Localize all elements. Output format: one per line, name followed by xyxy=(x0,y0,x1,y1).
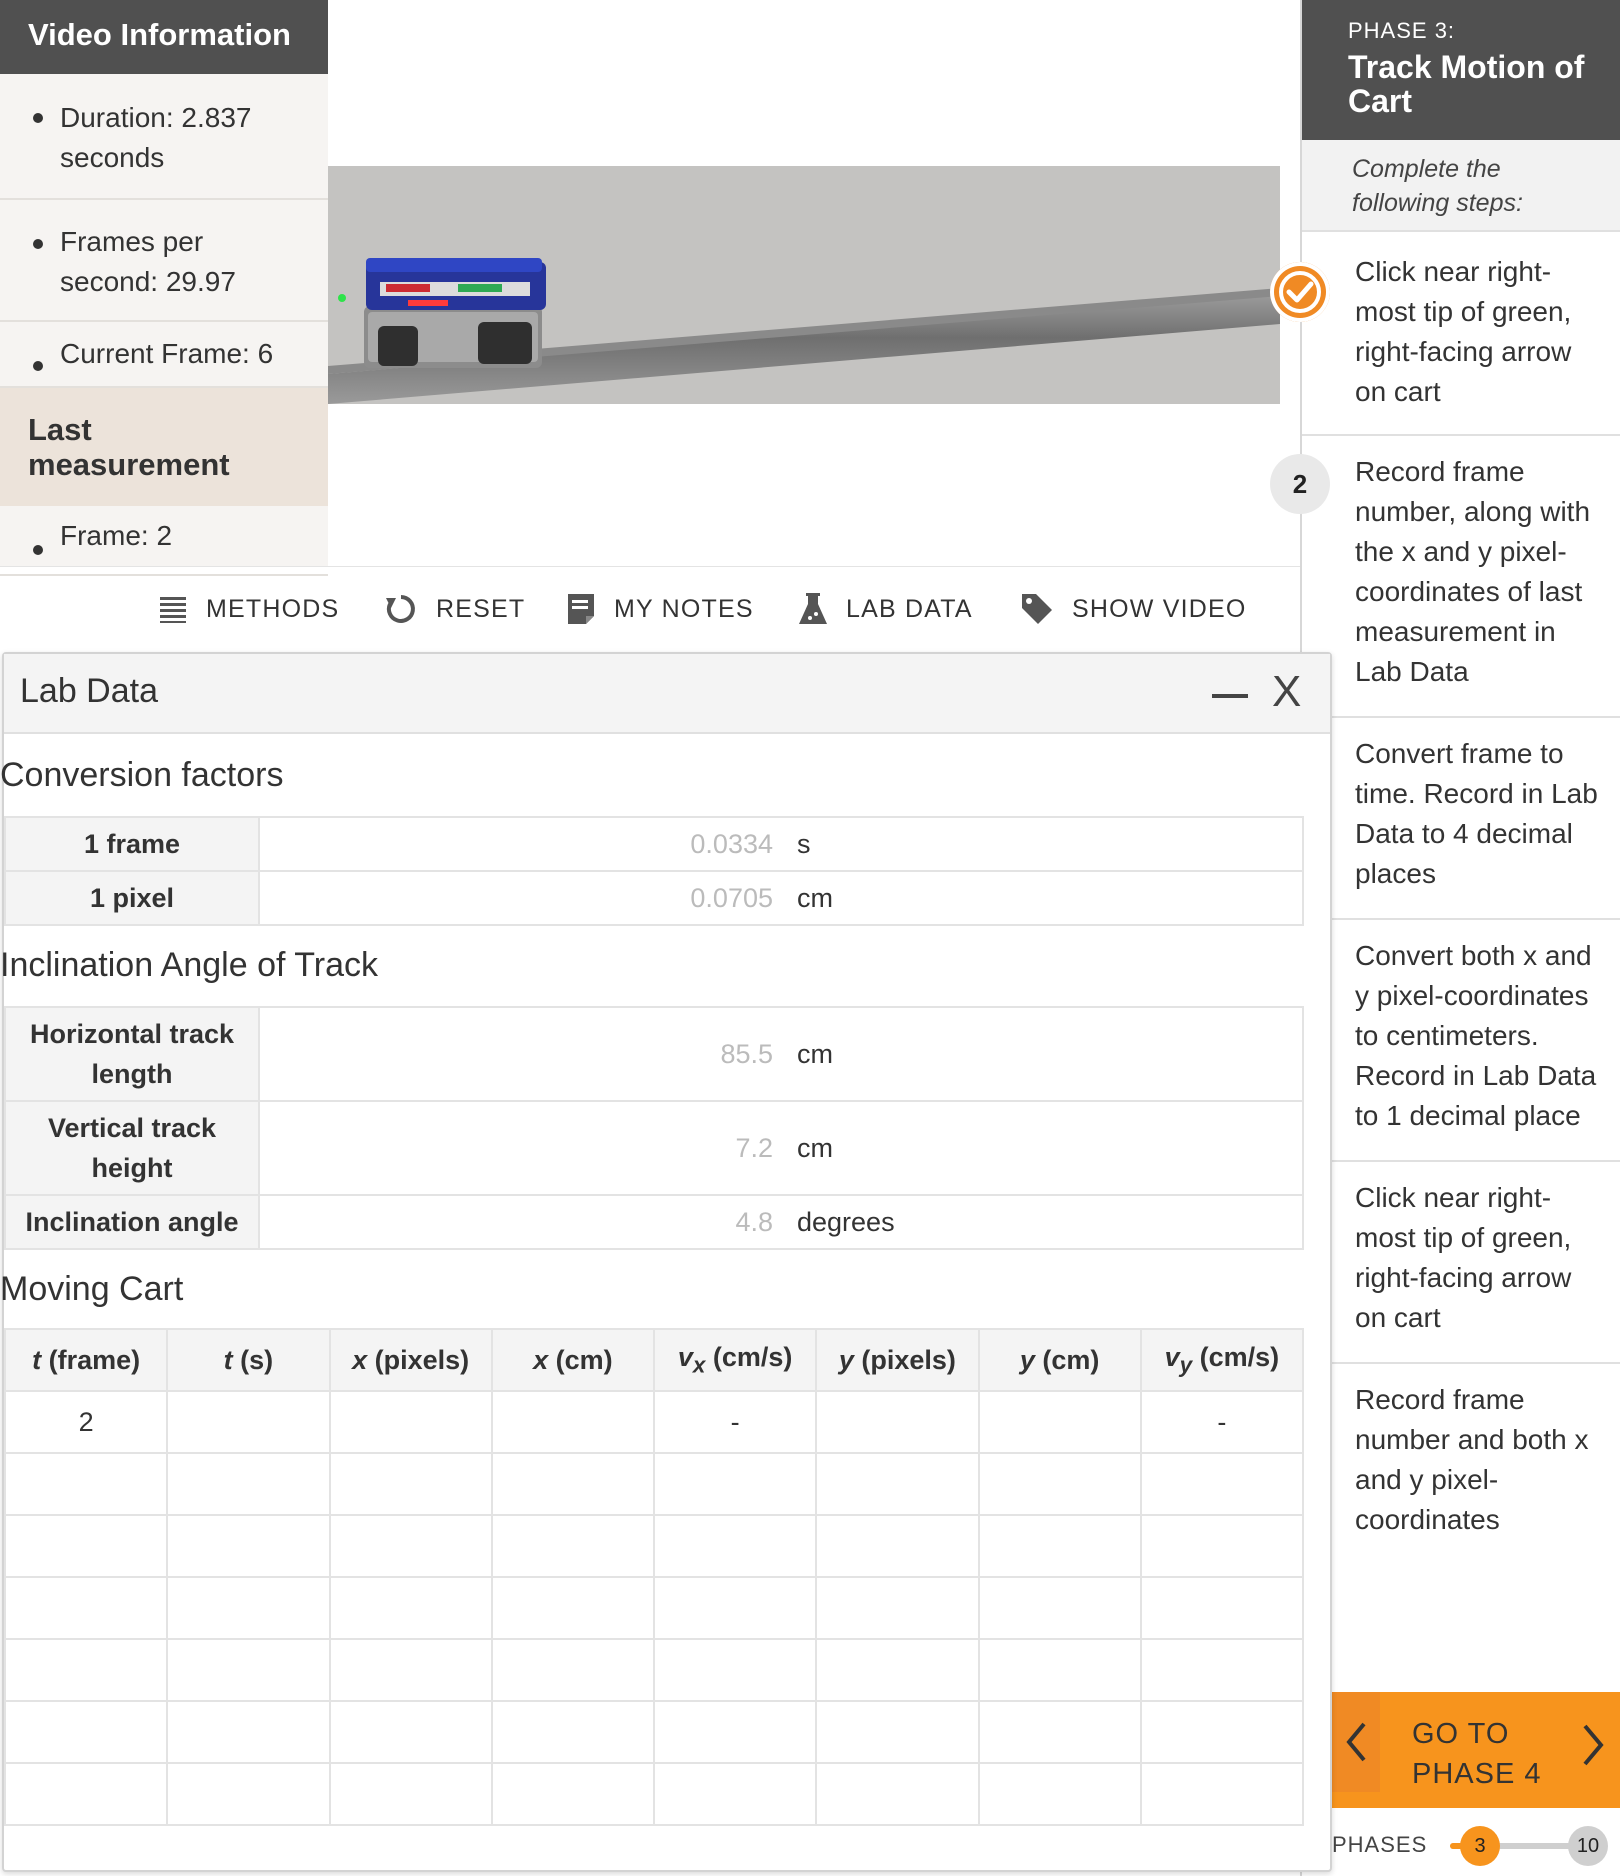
current-frame-item: Current Frame: 6 xyxy=(0,322,328,388)
minimize-button[interactable] xyxy=(1212,694,1248,698)
conversion-factors-table xyxy=(4,816,1304,926)
lab-data-titlebar[interactable] xyxy=(4,654,1330,734)
table-cell[interactable] xyxy=(5,1515,167,1577)
table-cell[interactable] xyxy=(979,1391,1141,1453)
lab-data-button[interactable]: LAB DATA xyxy=(798,587,973,631)
track-length-input[interactable]: 85.5 xyxy=(720,1038,773,1069)
video-information-panel xyxy=(0,0,328,566)
step-complete-badge xyxy=(1270,262,1330,322)
table-cell[interactable] xyxy=(1141,1763,1303,1825)
table-cell[interactable] xyxy=(167,1453,329,1515)
col-header-vx: $v_x$ (cm/s) xyxy=(654,1329,816,1391)
col-header-y-cm: y (cm) xyxy=(979,1329,1141,1391)
phases-label: PHASES xyxy=(1332,1832,1428,1857)
my-notes-button[interactable]: MY NOTES xyxy=(566,587,754,631)
row-label: Vertical track height xyxy=(5,1101,259,1195)
table-cell[interactable] xyxy=(654,1453,816,1515)
unit-label: s xyxy=(797,828,811,859)
cart-on-track-image[interactable] xyxy=(328,166,1280,404)
col-header-y-pixels: y (pixels) xyxy=(816,1329,978,1391)
table-cell[interactable] xyxy=(330,1763,492,1825)
table-cell[interactable] xyxy=(816,1453,978,1515)
list-icon xyxy=(158,594,188,624)
conversion-factors-title: Conversion factors xyxy=(0,756,284,794)
table-cell[interactable] xyxy=(330,1515,492,1577)
table-row xyxy=(5,871,1303,925)
table-cell[interactable] xyxy=(492,1763,654,1825)
table-cell[interactable] xyxy=(816,1515,978,1577)
table-cell[interactable] xyxy=(330,1701,492,1763)
last-phase-dot[interactable]: 10 xyxy=(1568,1826,1608,1866)
table-cell[interactable] xyxy=(1141,1701,1303,1763)
inclination-title: Inclination Angle of Track xyxy=(0,946,379,984)
table-row xyxy=(5,817,1303,871)
table-cell[interactable] xyxy=(167,1391,329,1453)
table-cell[interactable] xyxy=(167,1515,329,1577)
phase-steps-panel xyxy=(1292,0,1620,1876)
show-video-button[interactable]: SHOW VIDEO xyxy=(1020,587,1247,631)
table-cell[interactable] xyxy=(5,1639,167,1701)
table-cell[interactable] xyxy=(5,1701,167,1763)
table-cell[interactable] xyxy=(654,1639,816,1701)
video-information-title: Video Information xyxy=(0,0,328,74)
table-cell[interactable]: 2 xyxy=(5,1391,167,1453)
current-phase-dot[interactable]: 3 xyxy=(1460,1826,1500,1866)
last-frame-item: Frame: 2 xyxy=(0,506,328,576)
table-cell[interactable] xyxy=(979,1763,1141,1825)
col-header-x-cm: x (cm) xyxy=(492,1329,654,1391)
table-cell[interactable] xyxy=(654,1763,816,1825)
table-row xyxy=(5,1515,1303,1577)
step-item[interactable] xyxy=(1302,718,1620,920)
lab-data-title: Lab Data xyxy=(20,672,158,710)
col-header-vy: $v_y$ (cm/s) xyxy=(1141,1329,1303,1391)
table-cell[interactable]: - xyxy=(654,1391,816,1453)
table-cell[interactable] xyxy=(979,1453,1141,1515)
table-row xyxy=(5,1763,1303,1825)
table-cell[interactable] xyxy=(816,1701,978,1763)
lab-data-window xyxy=(2,652,1332,1872)
duration-item: Duration: 2.837 seconds xyxy=(0,74,328,200)
unit-label: cm xyxy=(797,882,833,913)
step-text: Record frame number and both x and y pixel-coordinates xyxy=(1355,1384,1589,1535)
methods-button[interactable]: METHODS xyxy=(158,587,339,631)
table-cell[interactable] xyxy=(330,1453,492,1515)
reset-button[interactable]: RESET xyxy=(384,587,525,631)
table-cell[interactable] xyxy=(1141,1453,1303,1515)
step-text: Record frame number, along with the x and y pixel-coordinates of last measurement in Lab Data xyxy=(1355,456,1591,687)
tag-icon xyxy=(1020,592,1054,626)
notes-icon xyxy=(566,592,596,626)
table-cell[interactable] xyxy=(330,1639,492,1701)
table-cell[interactable] xyxy=(816,1391,978,1453)
table-cell[interactable] xyxy=(816,1577,978,1639)
flask-icon xyxy=(798,592,828,626)
unit-label: cm xyxy=(797,1038,833,1069)
toolbar xyxy=(0,566,1300,650)
table-row xyxy=(5,1195,1303,1249)
table-cell[interactable] xyxy=(654,1577,816,1639)
table-cell[interactable] xyxy=(1141,1515,1303,1577)
fps-item: Frames per second: 29.97 xyxy=(0,200,328,322)
table-cell[interactable] xyxy=(492,1577,654,1639)
table-row xyxy=(5,1391,1303,1453)
col-header-t-frame: t (frame) xyxy=(5,1329,167,1391)
table-cell[interactable] xyxy=(492,1639,654,1701)
table-cell[interactable] xyxy=(492,1515,654,1577)
step-item[interactable] xyxy=(1302,232,1620,436)
table-cell[interactable] xyxy=(492,1701,654,1763)
step-item[interactable] xyxy=(1302,1364,1620,1535)
table-row xyxy=(5,1453,1303,1515)
table-cell[interactable] xyxy=(816,1639,978,1701)
step-text: Convert both x and y pixel-coordinates to centimeters. Record in Lab Data to 1 decimal place xyxy=(1355,940,1597,1131)
col-header-x-pixels: x (pixels) xyxy=(330,1329,492,1391)
table-cell[interactable] xyxy=(654,1515,816,1577)
table-cell[interactable] xyxy=(5,1577,167,1639)
check-icon xyxy=(1278,270,1322,314)
measurement-marker xyxy=(338,294,346,302)
inclination-table xyxy=(4,1006,1304,1250)
go-to-next-phase-button[interactable] xyxy=(1332,1692,1620,1808)
chevron-right-icon xyxy=(1580,1722,1606,1768)
frame-seconds-input[interactable]: 0.0334 xyxy=(690,828,773,859)
row-label: Horizontal track length xyxy=(5,1007,259,1101)
table-cell[interactable] xyxy=(979,1639,1141,1701)
last-measurement-title: Last measurement xyxy=(0,388,328,506)
moving-cart-body xyxy=(5,1391,1303,1825)
table-cell[interactable] xyxy=(330,1577,492,1639)
row-label: Inclination angle xyxy=(5,1195,259,1249)
table-cell[interactable] xyxy=(330,1391,492,1453)
table-cell[interactable] xyxy=(1141,1639,1303,1701)
table-row xyxy=(5,1701,1303,1763)
table-cell[interactable] xyxy=(816,1763,978,1825)
phase-title: Track Motion of Cart xyxy=(1348,49,1585,119)
step-text: Click near right-most tip of green, right-facing arrow on cart xyxy=(1355,1182,1572,1333)
inclination-angle-input[interactable]: 4.8 xyxy=(735,1206,773,1237)
table-cell[interactable] xyxy=(167,1639,329,1701)
table-cell[interactable] xyxy=(5,1453,167,1515)
go-to-phase-label: GO TO PHASE 4 xyxy=(1412,1718,1542,1790)
table-cell[interactable] xyxy=(5,1763,167,1825)
table-row xyxy=(5,1639,1303,1701)
reset-icon xyxy=(384,592,418,626)
steps-intro: Complete the following steps: xyxy=(1302,140,1620,232)
step-text: Convert frame to time. Record in Lab Data to 4 decimal places xyxy=(1355,738,1598,889)
step-number-badge: 2 xyxy=(1270,454,1330,514)
table-cell[interactable] xyxy=(167,1701,329,1763)
table-cell[interactable] xyxy=(979,1701,1141,1763)
unit-label: degrees xyxy=(797,1206,895,1237)
cart xyxy=(364,258,546,368)
previous-phase-button[interactable] xyxy=(1332,1692,1380,1792)
track-height-input[interactable]: 7.2 xyxy=(735,1132,773,1163)
moving-cart-table xyxy=(4,1328,1304,1826)
chevron-left-icon xyxy=(1344,1720,1368,1764)
row-label: 1 frame xyxy=(5,817,259,871)
step-item[interactable] xyxy=(1292,436,1620,718)
table-cell[interactable] xyxy=(1141,1577,1303,1639)
step-item[interactable] xyxy=(1302,920,1620,1162)
phase-header xyxy=(1302,0,1620,140)
table-cell[interactable] xyxy=(654,1701,816,1763)
pixel-cm-input[interactable]: 0.0705 xyxy=(690,882,773,913)
table-cell[interactable] xyxy=(167,1577,329,1639)
table-row xyxy=(5,1007,1303,1101)
phase-label: PHASE 3: xyxy=(1348,18,1456,43)
table-cell[interactable] xyxy=(492,1391,654,1453)
phases-progress xyxy=(1332,1820,1620,1876)
close-button[interactable]: X xyxy=(1272,667,1302,716)
step-text: Click near right-most tip of green, right-facing arrow on cart xyxy=(1355,256,1572,407)
video-frame[interactable] xyxy=(328,166,1280,404)
table-row xyxy=(5,1577,1303,1639)
step-item[interactable] xyxy=(1302,1162,1620,1364)
row-label: 1 pixel xyxy=(5,871,259,925)
table-cell[interactable]: - xyxy=(1141,1391,1303,1453)
moving-cart-title: Moving Cart xyxy=(0,1270,184,1308)
table-row xyxy=(5,1101,1303,1195)
table-cell[interactable] xyxy=(979,1515,1141,1577)
unit-label: cm xyxy=(797,1132,833,1163)
table-cell[interactable] xyxy=(167,1763,329,1825)
table-cell[interactable] xyxy=(492,1453,654,1515)
col-header-t-s: t (s) xyxy=(167,1329,329,1391)
table-header-row xyxy=(5,1329,1303,1391)
table-cell[interactable] xyxy=(979,1577,1141,1639)
